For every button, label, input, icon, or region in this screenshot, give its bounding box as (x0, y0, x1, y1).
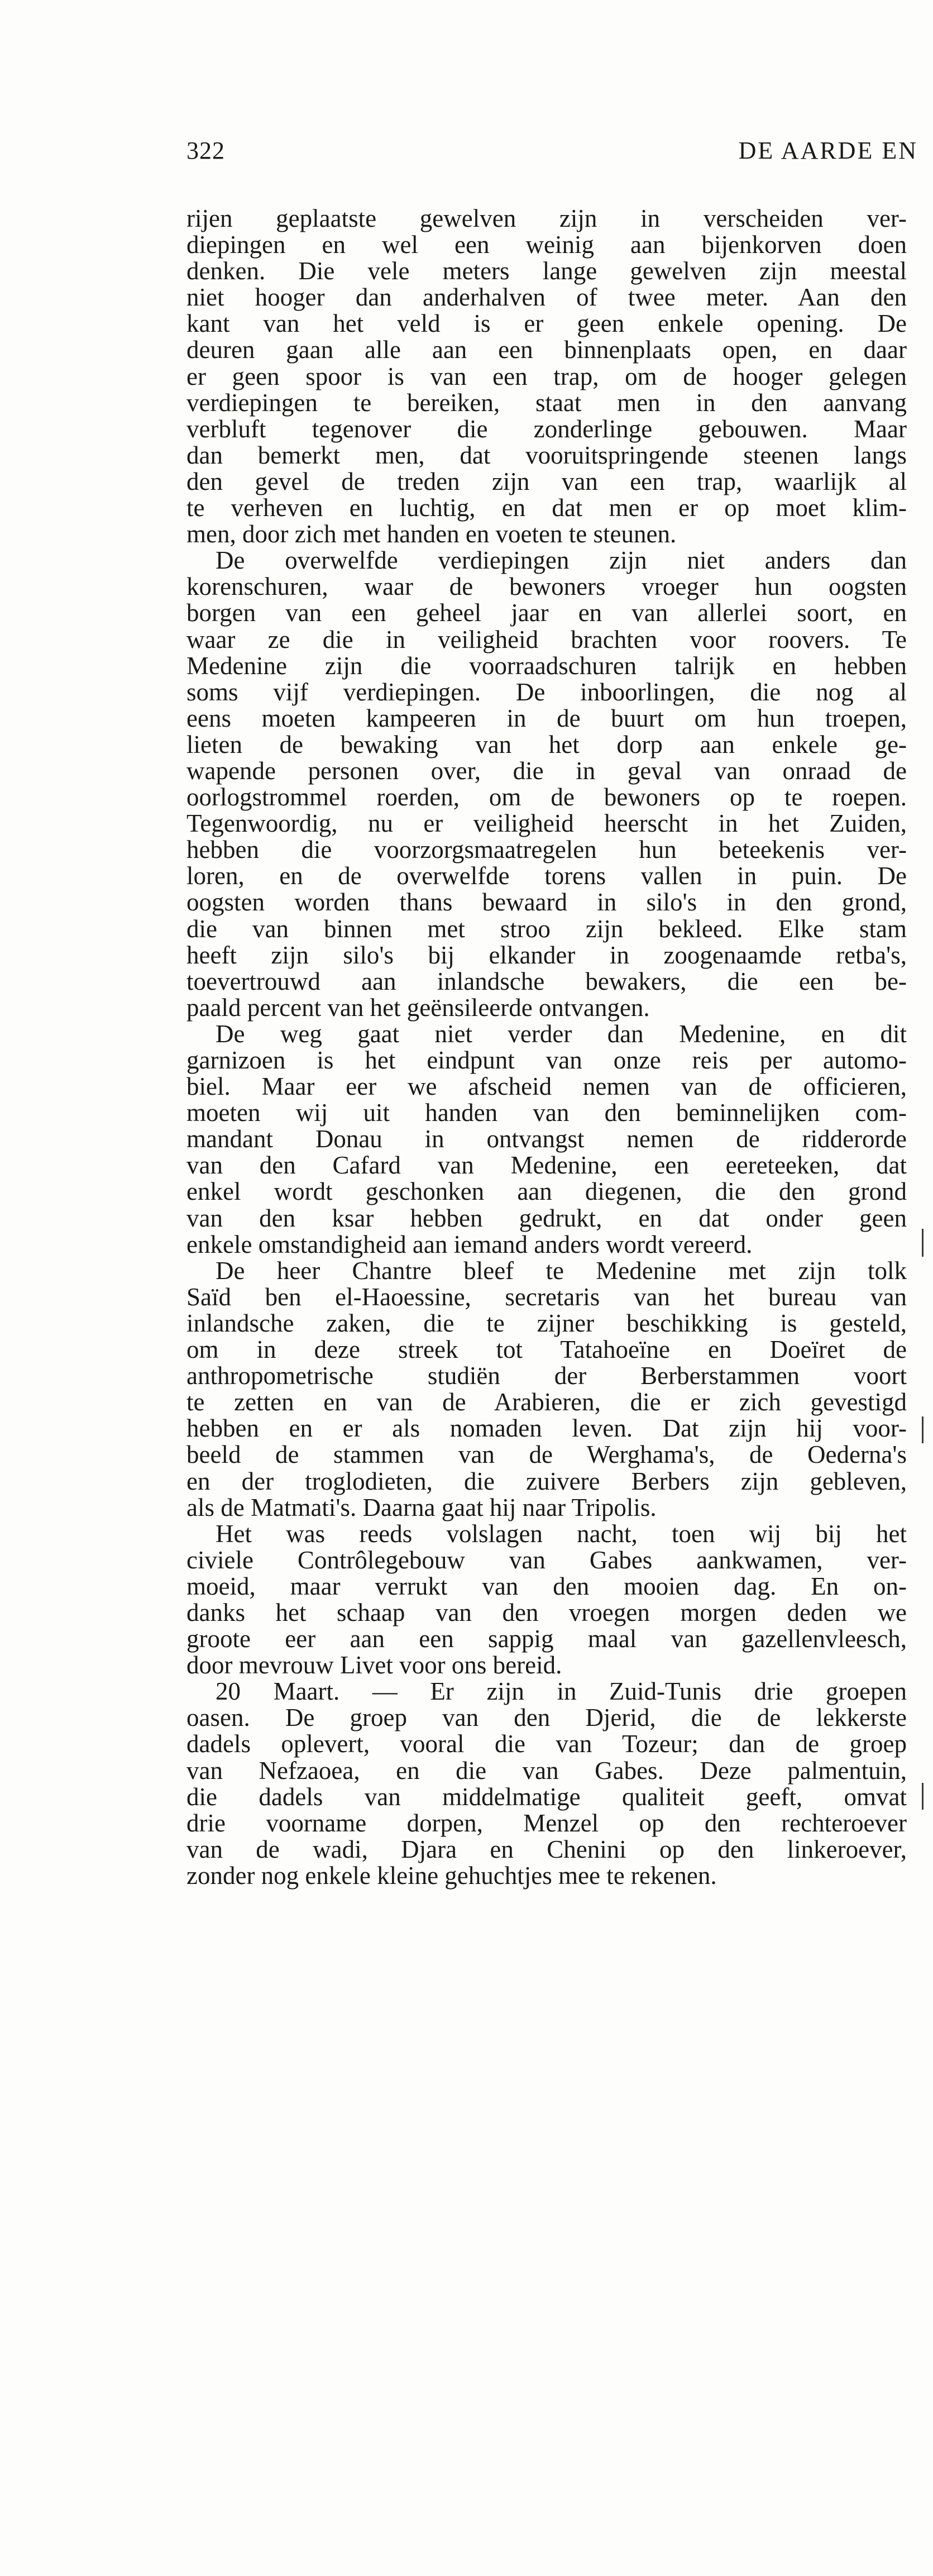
text-line: inlandsche zaken, die te zijner beschikking is gesteld, (186, 1309, 907, 1337)
paragraph (186, 1678, 907, 1889)
text-line: De weg gaat niet verder dan Medenine, en dit (216, 1019, 907, 1048)
text-line: paald percent van het geënsileerde ontvangen. (186, 993, 650, 1022)
paragraph (186, 547, 907, 1021)
text-line: als de Matmati's. Daarna gaat hij naar Tripolis. (186, 1493, 657, 1521)
text-line: waar ze die in veiligheid brachten voor roovers. Te (186, 625, 907, 653)
text-line: soms vijf verdiepingen. De inboorlingen, die nog al (186, 678, 907, 706)
text-line: heeft zijn silo's bij elkander in zoogenaamde retba's, (186, 941, 907, 969)
text-line: deuren gaan alle aan een binnenplaats open, en daar (186, 336, 907, 364)
text-line: te verheven en luchtig, en dat men er op moet klim- (186, 494, 907, 522)
text-line: loren, en de overwelfde torens vallen in puin. De (186, 862, 907, 890)
text-line: te zetten en van de Arabieren, die er zich gevestigd (186, 1388, 907, 1416)
text-line: civiele Contrôlegebouw van Gabes aankwamen, ver- (186, 1545, 907, 1574)
text-line: enkel wordt geschonken aan diegenen, die den grond (186, 1177, 907, 1206)
margin-rule-mark (922, 1229, 924, 1257)
text-line: om in deze streek tot Tatahoeïne en Doeïret de (186, 1335, 907, 1364)
text-line: oogsten worden thans bewaard in silo's in den grond, (186, 888, 907, 917)
text-line: moeid, maar verrukt van den mooien dag. En on- (186, 1572, 907, 1600)
text-line: Het was reeds volslagen nacht, toen wij bij het (216, 1519, 907, 1548)
text-line: Medenine zijn die voorraadschuren talrijk en hebben (186, 651, 907, 680)
text-line: hebben en er als nomaden leven. Dat zijn hij voor- (186, 1414, 907, 1443)
text-line: verdiepingen te bereiken, staat men in den aanvang (186, 388, 907, 417)
running-head (186, 136, 918, 175)
text-line: en der troglodieten, die zuivere Berbers zijn gebleven, (186, 1467, 907, 1495)
text-line: denken. Die vele meters lange gewelven zijn meestal (186, 257, 907, 285)
text-line: De overwelfde verdiepingen zijn niet anders dan (216, 546, 907, 575)
text-line: diepingen en wel een weinig aan bijenkorven doen (186, 231, 907, 259)
text-line: danks het schaap van den vroegen morgen deden we (186, 1598, 907, 1626)
paragraph (186, 1021, 907, 1258)
text-line: er geen spoor is van een trap, om de hooger gelegen (186, 362, 907, 390)
text-line: De heer Chantre bleef te Medenine met zijn tolk (216, 1256, 907, 1285)
text-line: verbluft tegenover die zonderlinge gebouwen. Maar (186, 414, 907, 443)
text-line: drie voorname dorpen, Menzel op den rechteroever (186, 1809, 907, 1837)
margin-rule-mark (922, 1783, 924, 1810)
text-line: dan bemerkt men, dat vooruitspringende steenen langs (186, 441, 907, 469)
text-line: oasen. De groep van den Djerid, die de lekkerste (186, 1704, 907, 1732)
text-line: hebben die voorzorgsmaatregelen hun beteekenis ver- (186, 836, 907, 864)
text-line: men, door zich met handen en voeten te steunen. (186, 520, 677, 548)
text-line: wapende personen over, die in geval van onraad de (186, 756, 907, 785)
text-line: den gevel de treden zijn van een trap, waarlijk al (186, 467, 907, 495)
text-line: biel. Maar eer we afscheid nemen van de officieren, (186, 1072, 907, 1101)
text-line: garnizoen is het eindpunt van onze reis per automo- (186, 1046, 907, 1074)
paragraph (186, 1521, 907, 1679)
text-line: moeten wij uit handen van den beminnelijken com- (186, 1099, 907, 1127)
text-line: mandant Donau in ontvangst nemen de ridderorde (186, 1125, 907, 1153)
text-line: rijen geplaatste gewelven zijn in verscheiden ver- (186, 204, 907, 232)
text-line: anthropometrische studiën der Berberstammen voort (186, 1362, 907, 1390)
text-line: dadels oplevert, vooral die van Tozeur; dan de groep (186, 1730, 907, 1758)
text-line: Saïd ben el-Haoessine, secretaris van het bureau van (186, 1282, 907, 1311)
text-line: toevertrouwd aan inlandsche bewakers, die een be- (186, 967, 907, 995)
text-line: die van binnen met stroo zijn bekleed. Elke stam (186, 914, 907, 943)
text-line: niet hooger dan anderhalven of twee meter. Aan den (186, 283, 907, 312)
text-line: groote eer aan een sappig maal van gazellenvleesch, (186, 1625, 907, 1653)
text-line: oorlogstrommel roerden, om de bewoners op te roepen. (186, 783, 907, 812)
text-line: die dadels van middelmatige qualiteit geeft, omvat (186, 1782, 907, 1811)
paragraph (186, 206, 907, 547)
text-line: borgen van een geheel jaar en van allerlei soort, en (186, 599, 907, 627)
text-line: van den Cafard van Medenine, een eereteeken, dat (186, 1151, 907, 1180)
text-line: beeld de stammen van de Werghama's, de Oederna's (186, 1440, 907, 1469)
text-line: lieten de bewaking van het dorp aan enkele ge- (186, 730, 907, 759)
text-line: door mevrouw Livet voor ons bereid. (186, 1651, 562, 1680)
margin-rule-mark (922, 1416, 924, 1443)
text-line: van de wadi, Djara en Chenini op den linkeroever, (186, 1835, 907, 1863)
running-title: DE AARDE EN (738, 137, 918, 164)
text-line: van den ksar hebben gedrukt, en dat onder geen (186, 1204, 907, 1232)
text-line: 20 Maart. — Er zijn in Zuid-Tunis drie groepen (216, 1677, 907, 1706)
page-number: 322 (186, 137, 225, 164)
text-line: kant van het veld is er geen enkele opening. De (186, 309, 907, 338)
text-line: korenschuren, waar de bewoners vroeger hun oogsten (186, 573, 907, 601)
body-text (186, 206, 907, 1889)
paragraph (186, 1258, 907, 1521)
text-line: enkele omstandigheid aan iemand anders wordt vereerd. (186, 1230, 753, 1258)
text-line: Tegenwoordig, nu er veiligheid heerscht in het Zuiden, (186, 809, 907, 838)
text-line: eens moeten kampeeren in de buurt om hun troepen, (186, 704, 907, 732)
text-line: zonder nog enkele kleine gehuchtjes mee te rekenen. (186, 1861, 717, 1890)
text-line: van Nefzaoea, en die van Gabes. Deze palmentuin, (186, 1756, 907, 1785)
